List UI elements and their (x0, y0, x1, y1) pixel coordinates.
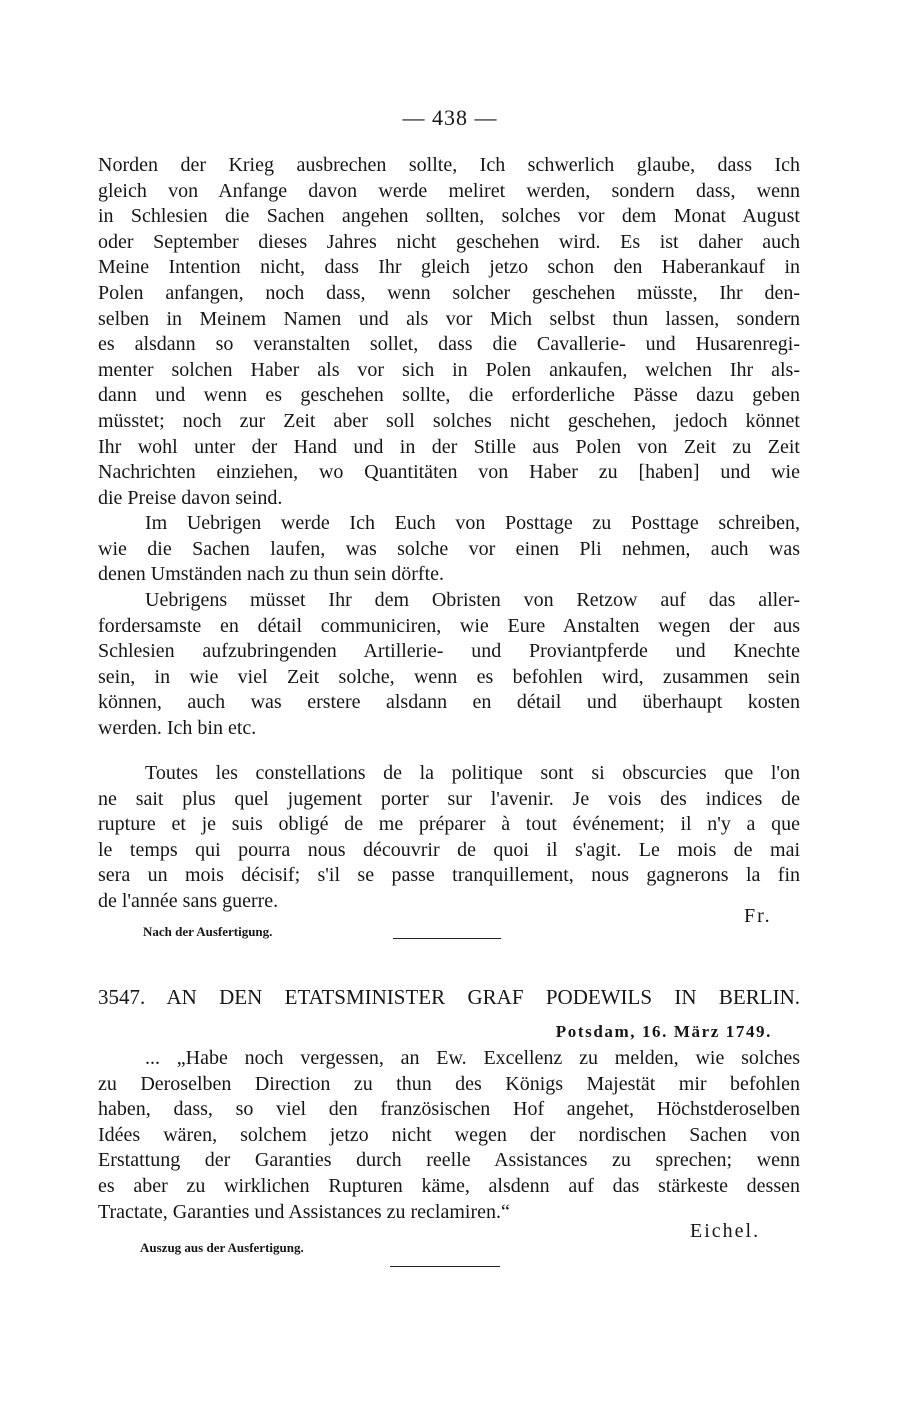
dateline: Potsdam, 16. März 1749. (555, 1022, 772, 1041)
source-note: Auszug aus der Ausfertigung. (140, 1240, 304, 1255)
text-line: Idées wären, solchem jetzo nicht wegen der nordischen Sachen von (98, 1123, 800, 1146)
text-line: Uebrigens müsset Ihr dem Obristen von Retzow auf das aller- (145, 589, 800, 611)
text-line: Toutes les constellations de la politique sont si obscurcies que l'on (145, 762, 800, 784)
text-line: de l'année sans guerre. (98, 889, 279, 912)
text-line: ... „Habe noch vergessen, an Ew. Excellenz zu melden, wie solches (145, 1047, 800, 1069)
text-line: die Preise davon seind. (98, 486, 283, 509)
paragraph (98, 1046, 800, 1225)
text-line: oder September dieses Jahres nicht geschehen wird. Es ist daher auch (98, 230, 800, 253)
text-line: haben, dass, so viel den französischen Hof angehet, Höchstderoselben (98, 1098, 800, 1121)
source-note: Nach der Ausfertigung. (143, 924, 273, 939)
signature: Fr. (744, 905, 772, 927)
text-line: gleich von Anfange davon werde meliret werden, sondern dass, wenn (98, 179, 800, 202)
section-rule (390, 1266, 500, 1267)
text-line: denen Umständen nach zu thun sein dörfte. (98, 563, 445, 586)
text-line: Meine Intention nicht, dass Ihr gleich jetzo schon den Haberankauf in (98, 256, 800, 279)
letter-number: 3547. (98, 985, 146, 1009)
text-line: Tractate, Garanties und Assistances zu reclamiren.“ (98, 1200, 510, 1223)
text-line: wie die Sachen laufen, was solche vor einen Pli nehmen, auch was (98, 537, 800, 560)
text-line: müsstet; noch zur Zeit aber soll solches nicht geschehen, jedoch könnet (98, 409, 800, 432)
text-line: menter solchen Haber als vor sich in Polen ankaufen, welchen Ihr als- (98, 358, 800, 381)
text-line: sein, in wie viel Zeit solche, wenn es befohlen wird, zusammen sein (98, 665, 800, 688)
signature: Eichel. (690, 1220, 761, 1242)
text-line: le temps qui pourra nous découvrir de quoi il s'agit. Le mois de mai (98, 838, 800, 861)
text-line: können, auch was erstere alsdann en détail und überhaupt kosten (98, 691, 800, 714)
letter-recipient: AN DEN ETATSMINISTER GRAF PODEWILS IN BERLIN. (166, 985, 800, 1009)
page-number: — 438 — (402, 105, 498, 130)
text-line: Nachrichten einziehen, wo Quantitäten von Haber zu [haben] und wie (98, 461, 800, 484)
text-line: in Schlesien die Sachen angehen sollten, solches vor dem Monat August (98, 205, 800, 228)
text-line: es alsdann so veranstalten sollet, dass die Cavallerie- und Husarenregi- (98, 333, 800, 356)
text-line: sera un mois décisif; s'il se passe tranquillement, nous gagnerons la fin (98, 864, 800, 887)
section-rule (393, 938, 501, 939)
text-line: es aber zu wirklichen Rupturen käme, alsdenn auf das stärkeste dessen (98, 1174, 800, 1197)
text-line: Im Uebrigen werde Ich Euch von Posttage zu Posttage schreiben, (145, 512, 800, 534)
text-line: Ihr wohl unter der Hand und in der Stille aus Polen von Zeit zu Zeit (98, 435, 800, 458)
text-line: Polen anfangen, noch dass, wenn solcher geschehen müsste, Ihr den- (98, 281, 800, 304)
text-line: Norden der Krieg ausbrechen sollte, Ich schwerlich glaube, dass Ich (98, 154, 800, 176)
text-line: zu Deroselben Direction zu thun des Königs Majestät mir befohlen (98, 1072, 800, 1095)
text-line: werden. Ich bin etc. (98, 716, 257, 739)
text-line: ne sait plus quel jugement porter sur l'avenir. Je vois des indices de (98, 787, 800, 810)
paragraph (98, 511, 800, 588)
text-line: fordersamste en détail communiciren, wie Eure Anstalten wegen der aus (98, 614, 800, 637)
paragraph (98, 588, 800, 742)
text-line: dann und wenn es geschehen sollte, die erforderliche Pässe dazu geben (98, 384, 800, 407)
text-line: rupture et je suis obligé de me préparer à tout événement; il n'y a que (98, 813, 800, 836)
paragraph (98, 761, 800, 915)
text-line: Schlesien aufzubringenden Artillerie- und Proviantpferde und Knechte (98, 640, 800, 663)
paragraph (98, 153, 800, 511)
text-line: selben in Meinem Namen und als vor Mich selbst thun lassen, sondern (98, 307, 800, 330)
letter-heading (98, 985, 800, 1010)
text-line: Erstattung der Garanties durch reelle Assistances zu sprechen; wenn (98, 1149, 800, 1172)
